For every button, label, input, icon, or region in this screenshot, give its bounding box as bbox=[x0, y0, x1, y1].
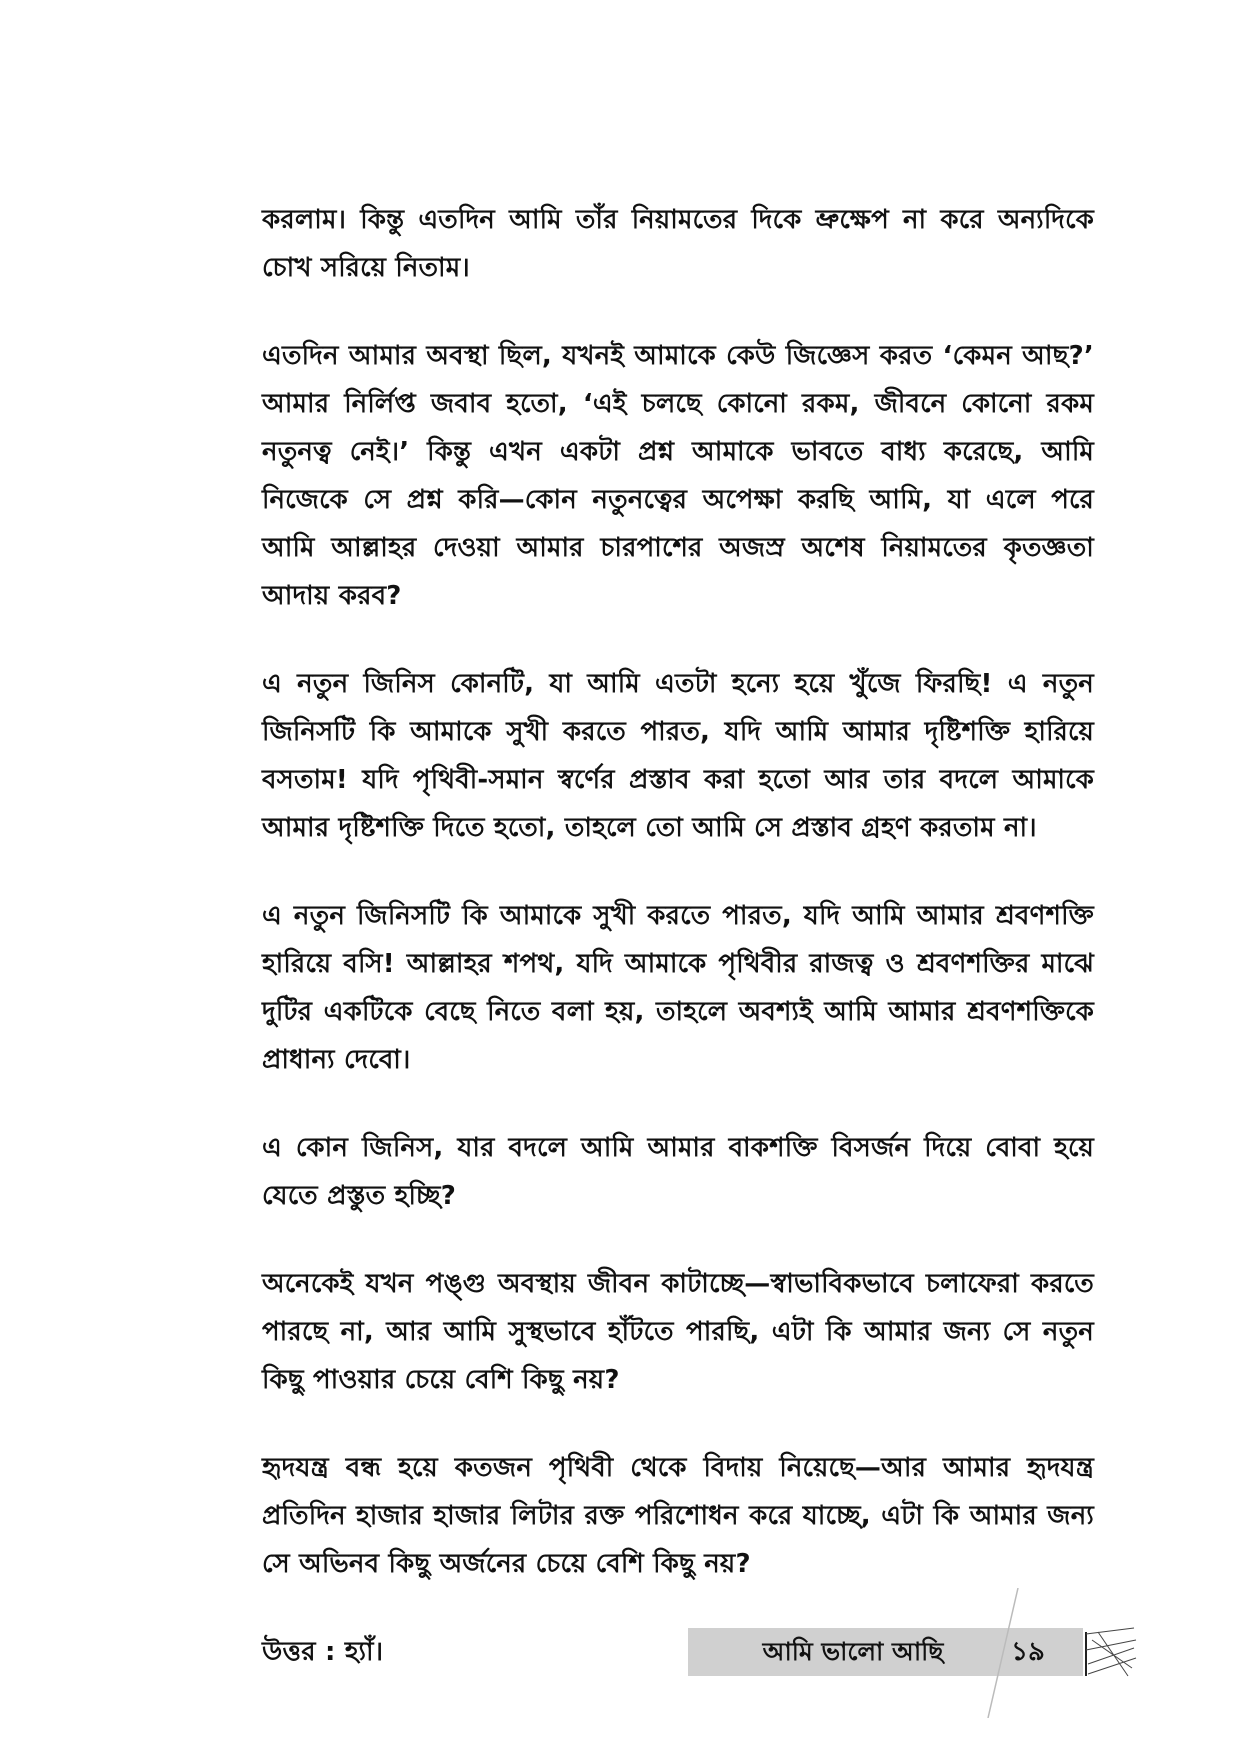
paragraph-7: হৃদযন্ত্র বন্ধ হয়ে কতজন পৃথিবী থেকে বিদায় নিয়েছে—আর আমার হৃদযন্ত্র প্রতিদিন হাজার হাজার লিটার রক্ত পরিশোধন করে যাচ্ছে, এটা কি আমার জন্য সে অভিনব কিছু অর্জনের চেয়ে বেশি কিছু নয়? bbox=[262, 1453, 1094, 1579]
paragraph-8: উত্তর : হ্যাঁ। bbox=[262, 1637, 384, 1667]
paragraph-3: এ নতুন জিনিস কোনটি, যা আমি এতটা হন্যে হয়ে খুঁজে ফিরছি! এ নতুন জিনিসটি কি আমাকে সুখী করতে পারত, যদি আমি আমার দৃষ্টিশক্তি হারিয়ে বসতাম! যদি পৃথিবী-সমান স্বর্ণের প্রস্তাব করা হতো আর তার বদলে আমাকে আমার দৃষ্টিশক্তি দিতে হতো, তাহলে তো আমি সে প্রস্তাব গ্রহণ করতাম না। bbox=[262, 669, 1094, 843]
footer-book-title: আমি ভালো আছি bbox=[762, 1637, 944, 1666]
paragraph-4: এ নতুন জিনিসটি কি আমাকে সুখী করতে পারত, যদি আমি আমার শ্রবণশক্তি হারিয়ে বসি! আল্লাহর শপথ, যদি আমাকে পৃথিবীর রাজত্ব ও শ্রবণশক্তির মাঝে দুটির একটিকে বেছে নিতে বলা হয়, তাহলে অবশ্যই আমি আমার শ্রবণশক্তিকে প্রাধান্য দেবো। bbox=[262, 901, 1094, 1075]
paragraph-5: এ কোন জিনিস, যার বদলে আমি আমার বাকশক্তি বিসর্জন দিয়ে বোবা হয়ে যেতে প্রস্তুত হচ্ছি? bbox=[262, 1133, 1094, 1211]
paragraph-2: এতদিন আমার অবস্থা ছিল, যখনই আমাকে কেউ জিজ্ঞেস করত ‘কেমন আছ?’ আমার নির্লিপ্ত জবাব হতো, ‘এই চলছে কোনো রকম, জীবনে কোনো রকম নতুনত্ব নেই।’ কিন্তু এখন একটা প্রশ্ন আমাকে ভাবতে বাধ্য করেছে, আমি নিজেকে সে প্রশ্ন করি—কোন নতুনত্বের অপেক্ষা করছি আমি, যা এলে পরে আমি আল্লাহর দেওয়া আমার চারপাশের অজস্র অশেষ নিয়ামতের কৃতজ্ঞতা আদায় করব? bbox=[262, 341, 1094, 611]
page-footer bbox=[688, 1628, 1138, 1676]
paragraph-1: করলাম। কিন্তু এতদিন আমি তাঁর নিয়ামতের দিকে ভ্রুক্ষেপ না করে অন্যদিকে চোখ সরিয়ে নিতাম। bbox=[262, 205, 1094, 283]
page-number: ১৯ bbox=[1011, 1637, 1045, 1667]
paragraph-6: অনেকেই যখন পঙ্গু অবস্থায় জীবন কাটাচ্ছে—স্বাভাবিকভাবে চলাফেরা করতে পারছে না, আর আমি সুস্থভাবে হাঁটতে পারছি, এটা কি আমার জন্য সে নতুন কিছু পাওয়ার চেয়ে বেশি কিছু নয়? bbox=[262, 1269, 1094, 1395]
page-body bbox=[262, 196, 1094, 1676]
